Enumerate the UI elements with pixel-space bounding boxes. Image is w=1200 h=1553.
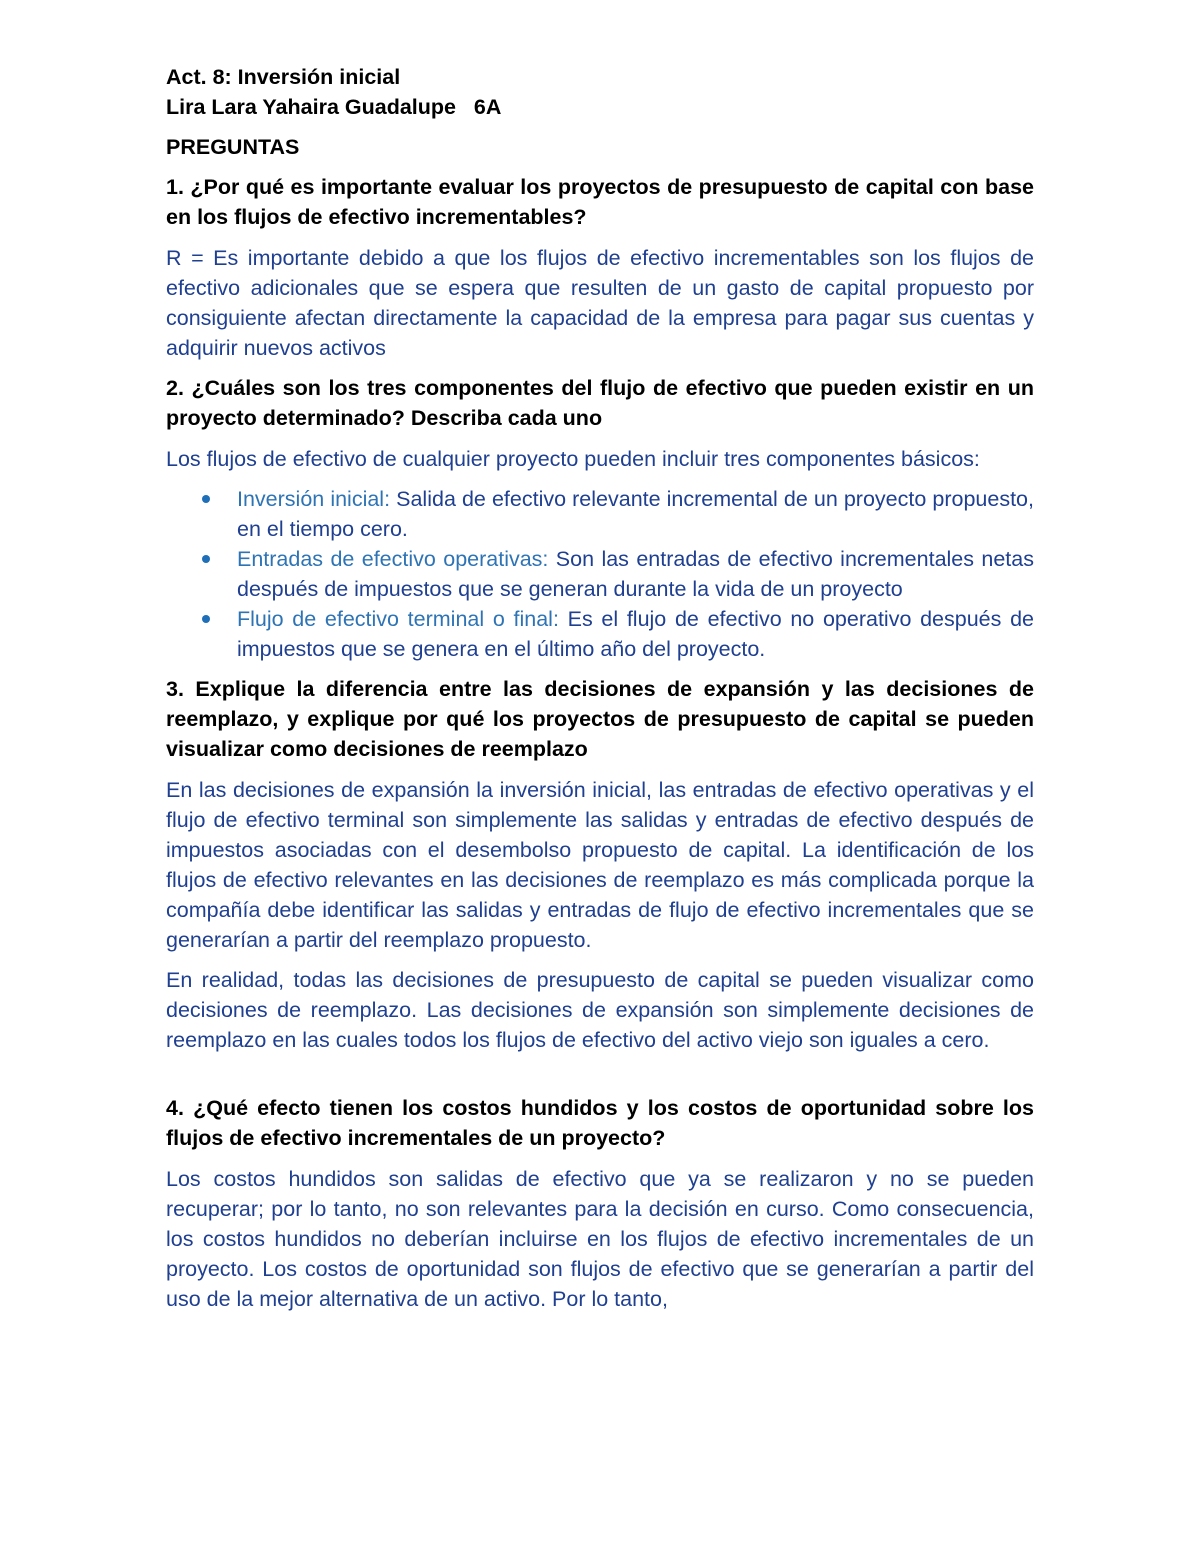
question-1: 1. ¿Por qué es importante evaluar los proyectos de presupuesto de capital con base en los flujos de efectivo incrementables? [166, 175, 1034, 229]
bullet-icon [202, 555, 210, 563]
document-title: Act. 8: Inversión inicial [166, 65, 401, 89]
components-list [166, 484, 1034, 664]
question-4: 4. ¿Qué efecto tienen los costos hundidos y los costos de oportunidad sobre los flujos de efectivo incrementales de un proyecto? [166, 1096, 1034, 1150]
list-item-term: Flujo de efectivo terminal o final: [237, 607, 559, 631]
list-item [166, 544, 1034, 604]
answer-3-paragraph-2: En realidad, todas las decisiones de presupuesto de capital se pueden visualizar como decisiones de reemplazo. Las decisiones de expansión son simplemente decisiones de reemplazo en las cuales todos los flujos de efectivo del activo viejo son iguales a cero. [166, 968, 1034, 1052]
answer-2-intro: Los flujos de efectivo de cualquier proyecto pueden incluir tres componentes básicos: [166, 447, 980, 471]
answer-1: R = Es importante debido a que los flujos de efectivo incrementables son los flujos de efectivo adicionales que se espera que resulten de un gasto de capital propuesto por consiguiente afectan directamente la capacidad de la empresa para pagar sus cuentas y adquirir nuevos activos [166, 246, 1034, 360]
list-item-desc: Es el flujo de efectivo no operativo después de impuestos que se genera en el último año del proyecto. [237, 607, 1034, 661]
list-item-term: Inversión inicial: [237, 487, 391, 511]
author-line: Lira Lara Yahaira Guadalupe 6A [166, 95, 502, 119]
list-item-desc: Salida de efectivo relevante incremental de un proyecto propuesto, en el tiempo cero. [237, 487, 1034, 541]
question-3: 3. Explique la diferencia entre las decisiones de expansión y las decisiones de reemplazo, y explique por qué los proyectos de presupuesto de capital se pueden visualizar como decisiones de reemplazo [166, 677, 1034, 761]
bullet-icon [202, 615, 210, 623]
question-2: 2. ¿Cuáles son los tres componentes del flujo de efectivo que pueden existir en un proyecto determinado? Describa cada uno [166, 376, 1034, 430]
list-item-term: Entradas de efectivo operativas: [237, 547, 549, 571]
bullet-icon [202, 495, 210, 503]
list-item [166, 484, 1034, 544]
list-item [166, 604, 1034, 664]
document-body [166, 62, 1034, 1324]
answer-3-paragraph-1: En las decisiones de expansión la inversión inicial, las entradas de efectivo operativas y el flujo de efectivo terminal son simplemente las salidas y entradas de efectivo después de impuestos asociadas con el desembolso propuesto de capital. La identificación de los flujos de efectivo relevantes en las decisiones de reemplazo es más complicada porque la compañía debe identificar las salidas y entradas de flujo de efectivo incrementales que se generarían a partir del reemplazo propuesto. [166, 778, 1034, 952]
list-item-desc: Son las entradas de efectivo incrementales netas después de impuestos que se generan durante la vida de un proyecto [237, 547, 1034, 601]
answer-4: Los costos hundidos son salidas de efectivo que ya se realizaron y no se pueden recuperar; por lo tanto, no son relevantes para la decisión en curso. Como consecuencia, los costos hundidos no deberían incluirse en los flujos de efectivo incrementales de un proyecto. Los costos de oportunidad son flujos de efectivo que se generarían a partir del uso de la mejor alternativa de un activo. Por lo tanto, [166, 1167, 1034, 1311]
section-heading: PREGUNTAS [166, 135, 300, 159]
